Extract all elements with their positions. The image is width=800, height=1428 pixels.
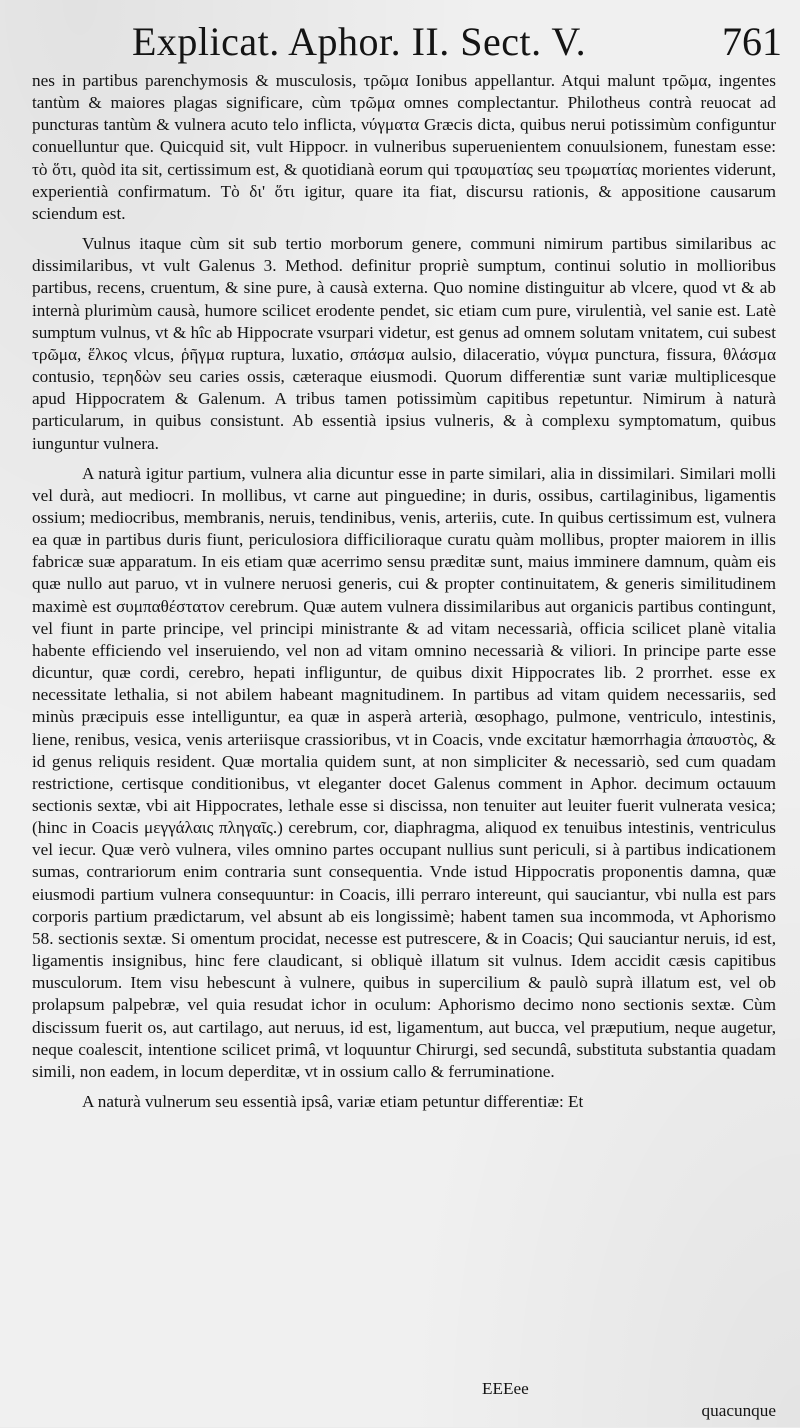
header-title: Explicat. Aphor. II. Sect. V. bbox=[132, 19, 587, 64]
paragraph-continued: nes in partibus parenchymosis & musculosis, τρῶμα Ionibus appellantur. Atqui malunt τρῶμα, ingentes tantùm & maiores plagas significare, cùm τρῶμα omnes complectantur. Philotheus contrà reuocat ad puncturas tantùm & vulnera acuto telo inflicta, νύγματα Græcis dicta, quibus nerui potissimùm configuntur conuelluntur que. Quicquid sit, vult Hippocr. in vulneribus superuenientem conuulsionem, funestam esse: τὸ ὅτι, quòd ita sit, certissimum est, & quotidianà eorum qui τραυματίας seu τρωματίας morientes viderunt, experientià confirmatum. Τὸ δι' ὅτι igitur, quare ita fiat, discursu rationis, & appositione causarum sciendum est. bbox=[32, 71, 776, 223]
page-number: 761 bbox=[722, 19, 782, 64]
paragraph-natura-vulnerum: A naturà vulnerum seu essentià ipsâ, variæ etiam petuntur differentiæ: Et bbox=[82, 1092, 584, 1112]
paragraph-vulnus: Vulnus itaque cùm sit sub tertio morborum genere, communi nimirum partibus similaribus ac dissimilaribus, vt vult Galenus 3. Method. definitur propriè sumptum, continui solutio in mollioribus partibus, recens, cruentum, & sine pure, à causà externa. Quo nomine distinguitur ab vlcere, quod vt & ab internà plurimùm causà, humore scilicet erodente pendet, sic etiam cum pure, virulentià, vel sanie est. Latè sumptum vulnus, vt & hîc ab Hippocrate vsurpari videtur, est genus ad omnem solutam vnitatem, cui subest τρῶμα, ἕλκος vlcus, ῥῆγμα ruptura, luxatio, σπάσμα aulsio, dilaceratio, νύγμα punctura, fissura, θλάσμα contusio, τερηδὼν seu caries ossis, cæteraque eiusmodi. Quorum differentiæ sunt variæ multiplicesque apud Hippocratem & Galenum. A tribus tamen potissimùm capitibus repetuntur. Nimirum à naturà particularum, in quibus consistunt. Ab essentià ipsius vulneris, & à complexu symptomatum, quibus iunguntur vulnera. bbox=[32, 234, 776, 453]
main-text bbox=[32, 70, 776, 1113]
catchword: quacunque bbox=[701, 1401, 776, 1420]
paragraph-natura-partium: A naturà igitur partium, vulnera alia dicuntur esse in parte similari, alia in dissimilari. Similari molli vel durà, aut mediocri. In mollibus, vt carne aut pinguedine; in duris, ossibus, cartilaginibus, ligamentis ossium; mediocribus, membranis, neruis, tendinibus, venis, arteriis, cute. In quibus certissimum est, vulnera ea quæ in partibus duris fiunt, periculosiora difficilioraque curatu quàm mollibus, propter maiorem in illis fabricæ suæ apparatum. In eis etiam quæ acerrimo sensu præditæ sunt, maius imminere damnum, quàm eis quæ nullo aut paruo, vt in vulnere neruosi generis, cui & propter continuitatem, & generis similitudinem maximè est συμπαθέστατον cerebrum. Quæ autem vulnera dissimilaribus aut organicis partibus contingunt, vel fiunt in parte principe, vel principi ministrante & ad vitam necessarià, officia scilicet planè vitalia habente efficiendo vel inseruiendo, vel non ad vitam omnino necessarià & viliori. In principe parte esse dicuntur, quæ cordi, cerebro, hepati infliguntur, de quibus dixit Hippocrates lib. 2 prorrhet. esse ex necessitate lethalia, si not abilem habeant magnitudinem. In partibus ad vitam quidem necessariis, sed minùs præcipuis esse intelliguntur, ea quæ in asperà arterià, œsophago, pulmone, ventriculo, intestinis, liene, renibus, vesica, venis arteriisque crassioribus, vt in Coacis, vnde excitatur hæmorrhagia ἀπαυστὸς, & id genus reliquis resident. Quæ mortalia quidem sunt, at non simpliciter & necessariò, sed cum quadam restrictione, certisque conditionibus, vt eleganter docet Galenus comment in Aphor. decimum octauum sectionis sextæ, vbi ait Hippocrates, lethale esse si discissa, non tenuiter aut leuiter fuerit vulnerata vesica; (hinc in Coacis μεγγάλαις πληγαῖς.) cerebrum, cor, diaphragma, aliquod ex tenuibus intestinis, ventriculus vel iecur. Quæ verò vulnera, viles omnino partes occupant nullius sunt periculi, si à partibus indicationem sumas, contrariorum enim contraria sunt consequentia. Vnde istud Hippocratis proponentis damna, quæ eiusmodi partium vulnera consequuntur: in Coacis, illi perraro intereunt, qui sauciantur, vbi nulla est pars corporis partium prædictarum, vel absunt ab eis longissimè; habent tamen sua incommoda, vt Aphorismo 58. sectionis sextæ. Si omentum procidat, necesse est putrescere, & in Coacis; Qui sauciantur neruis, id est, ligamentis insignibus, hinc fere claudicant, si obliquè illatum sit vulnus. Idem accidit cæsis capitibus musculorum. Item visu hebescunt à vulnere, quibus in supercilium & paulò suprà illatum est, vel ob prolapsum palpebræ, vel quia resudat ichor in oculum: Aphorismo decimo nono sectionis sextæ. Cùm discissum fuerit os, aut cartilago, aut neruus, id est, ligamentum, aut bucca, vel præputium, neque augetur, neque coalescit, intentione scilicet primâ, vt loquuntur Chirurgi, sed secundâ, substituta substantia quadam simili, non eadem, in locum deperditæ, vt in ossium callo & ferruminatione. bbox=[32, 463, 776, 1081]
page-footer bbox=[32, 1378, 776, 1428]
signature-mark: EEEee bbox=[482, 1379, 529, 1398]
running-header bbox=[132, 14, 782, 70]
